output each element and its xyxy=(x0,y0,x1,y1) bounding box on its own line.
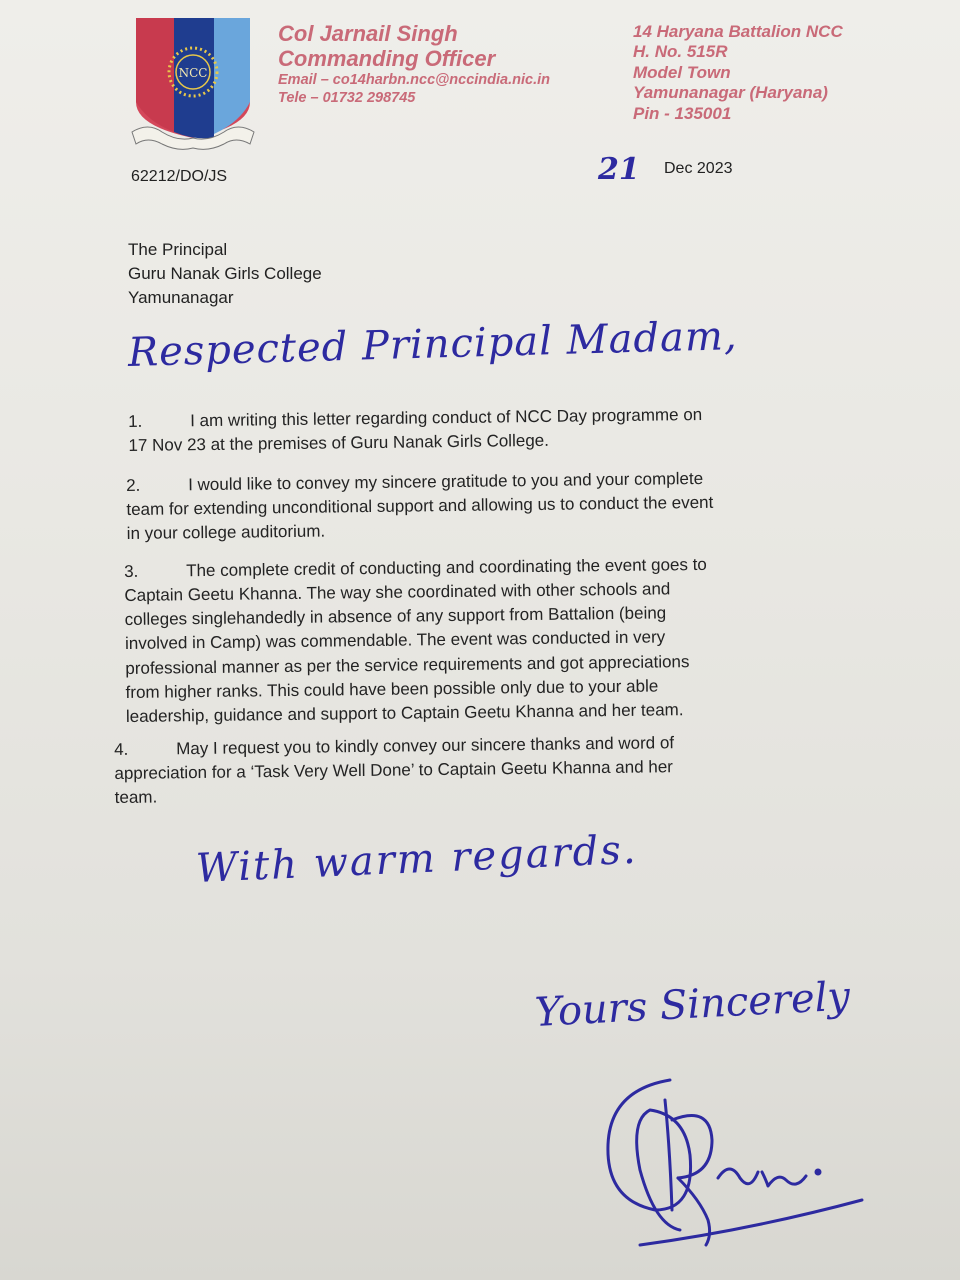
paragraph-1 xyxy=(128,403,703,458)
address-line: 14 Haryana Battalion NCC xyxy=(633,22,843,41)
letterhead-address xyxy=(633,22,843,124)
salutation-handwritten: Respected Principal Madam, xyxy=(127,312,739,376)
date-day-handwritten: 21 xyxy=(598,152,640,187)
paragraph-line: in your college auditorium. xyxy=(126,521,326,544)
address-line: Model Town xyxy=(633,62,731,82)
paragraph-line: The complete credit of conducting and coordinating the event goes to xyxy=(186,554,707,581)
addressee-line: The Principal xyxy=(128,240,228,259)
paragraph-line: 17 Nov 23 at the premises of Guru Nanak Girls College. xyxy=(128,430,550,456)
addressee-line: Yamunanagar xyxy=(128,287,234,307)
paragraph-number: 2. xyxy=(126,475,141,495)
letterhead-sender xyxy=(278,22,550,108)
addressee-line: Guru Nanak Girls College xyxy=(128,263,322,283)
closing-handwritten: With warm regards. xyxy=(194,826,639,892)
signature xyxy=(600,1060,880,1260)
reference-number: 62212/DO/JS xyxy=(131,168,228,185)
paragraph-line: involved in Camp) was commendable. The event was conducted in very xyxy=(124,627,666,654)
paragraph-2 xyxy=(126,467,714,547)
paragraph-line: May I request you to kindly convey our sincere thanks and word of xyxy=(176,733,675,759)
sender-email: Email – co14harbn.ncc@nccindia.nic.in xyxy=(278,72,551,89)
addressee-block xyxy=(128,238,322,309)
address-line: Pin - 135001 xyxy=(633,103,732,123)
paragraph-4 xyxy=(114,731,675,810)
sign-off-handwritten: Yours Sincerely xyxy=(533,973,852,1036)
paragraph-line: from higher ranks. This could have been possible only due to your able xyxy=(125,676,659,702)
date-month-year: Dec 2023 xyxy=(664,160,733,177)
paragraph-line: leadership, guidance and support to Captain Geetu Khanna and her team. xyxy=(125,699,684,726)
paragraph-3 xyxy=(124,553,709,729)
paragraph-number: 3. xyxy=(124,561,139,581)
paragraph-line: Captain Geetu Khanna. The way she coordinated with other schools and xyxy=(124,579,671,606)
paragraph-line: colleges singlehandedly in absence of any support from Battalion (being xyxy=(124,603,667,630)
sender-designation: Commanding Officer xyxy=(278,45,496,71)
paragraph-line: I am writing this letter regarding conduct of NCC Day programme on xyxy=(190,404,703,431)
paragraph-number: 4. xyxy=(114,739,129,759)
paragraph-line: I would like to convey my sincere gratitude to you and your complete xyxy=(188,468,704,495)
address-line: H. No. 515R xyxy=(633,42,728,62)
logo-text: NCC xyxy=(178,66,208,80)
sender-phone: Tele – 01732 298745 xyxy=(278,90,416,107)
paragraph-line: professional manner as per the service requirements and got appreciations xyxy=(125,651,690,678)
ncc-emblem-logo xyxy=(128,14,258,154)
paragraph-number: 1. xyxy=(128,411,143,431)
sender-name: Col Jarnail Singh xyxy=(278,21,458,46)
address-line: Yamunanagar (Haryana) xyxy=(633,83,828,103)
paragraph-line: team. xyxy=(114,787,158,808)
paragraph-line: appreciation for a ‘Task Very Well Done’ to Captain Geetu Khanna and her xyxy=(114,757,674,784)
paragraph-line: team for extending unconditional support and allowing us to conduct the event xyxy=(126,492,714,520)
